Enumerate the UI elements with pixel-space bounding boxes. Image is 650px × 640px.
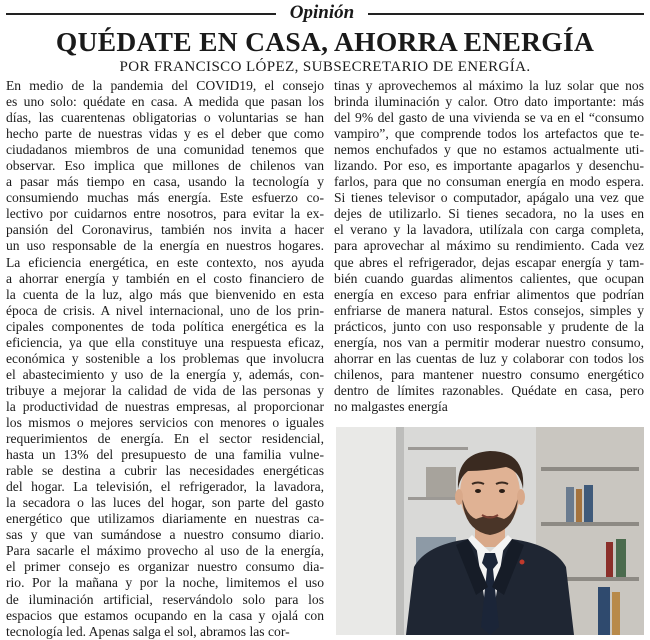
right-column-line: el verano y la lavadora, utilízala con carga completa,	[334, 222, 644, 238]
left-column-line: es uno solo: quédate en casa. A medida que pasan los	[6, 94, 324, 110]
left-column-line: la secadora o las luces del hogar, son parte del gasto	[6, 495, 324, 511]
left-column-line: días, las cuarentenas obligatorias o voluntarias se han	[6, 110, 324, 126]
left-column-line: a ahorrar energía y también en el costo financiero de	[6, 270, 324, 286]
header-rule-right	[368, 13, 644, 15]
left-column-line: del hogar. La televisión, el refrigerador, la lavadora,	[6, 479, 324, 495]
author-photo-illustration	[336, 427, 644, 635]
left-column-line: pansión del Coronavirus, también nos invita a hacer	[6, 222, 324, 238]
article-column-left	[6, 78, 324, 640]
section-label: Opinión	[289, 2, 355, 23]
right-column-line: que abres el refrigerador, dejas escapar energía y tam-	[334, 254, 644, 270]
right-column-line: no malgastes energía	[334, 398, 448, 414]
right-column-line: tinas y aprovechemos al máximo la luz solar que nos	[334, 78, 644, 93]
left-column-line: rio. Por la mañana y por la noche, limitemos el uso	[6, 575, 324, 591]
right-column-line: farlos, para que no consuman energía en modo espera.	[334, 174, 644, 190]
left-column-line: eficiencia, ya que ella constituye una respuesta eficaz,	[6, 334, 324, 350]
section-header	[0, 0, 650, 26]
article-headline: QUÉDATE EN CASA, AHORRA ENERGÍA	[55, 26, 595, 57]
right-column-line: enfriarse de manera natural. Estos consejos, simples y	[334, 302, 644, 318]
left-column-line: requerimientos de energía. En el sector residencial,	[6, 431, 324, 447]
left-column-line: espacios que estamos ocupando en la casa y ojalá con	[6, 607, 324, 623]
left-column-line: ciudadanos miembros de una comunidad tenemos que	[6, 142, 324, 158]
header-rule-left	[6, 13, 276, 15]
left-column-line: la productividad de nuestras empresas, al proporcionar	[6, 398, 324, 414]
left-column-line: de iluminación artificial, reservándolo solo para los	[6, 591, 324, 607]
left-column-line: energético que utilizamos diariamente en nuestras ca-	[6, 511, 324, 527]
left-column-line: los mismos o mejores servicios con menores o iguales	[6, 414, 324, 430]
right-column-line: nemos enchufados y que no estamos actualmente uti-	[334, 142, 644, 158]
right-column-line: dejes de utilizarlo. Si tienes secadora, no la uses en	[334, 206, 644, 222]
left-column-line: rable se destina a cubrir las necesidades energéticas	[6, 463, 324, 479]
left-column-line: época de crisis. A nivel internacional, uno de los prin-	[6, 302, 324, 318]
left-column-line: Para sacarle el máximo provecho al uso de la energía,	[6, 543, 324, 559]
left-column-line: el abastecimiento y uso de la energía y, además, con-	[6, 366, 324, 382]
right-column-line: Si tienes televisor o computador, apágalo una vez que	[334, 190, 644, 206]
left-column-line: la cuenta de la luz, algo más que bienvenido en esta	[6, 286, 324, 302]
left-column-line: tribuye a mejorar la calidad de vida de las personas y	[6, 382, 324, 398]
right-column-line: lizando. Por eso, es importante apagarlos y desenchu-	[334, 158, 644, 174]
left-column-line: el primer consejo es organizar nuestro consumo dia-	[6, 559, 324, 575]
right-column-line: brinda iluminación y calor. Otro dato importante: más	[334, 94, 644, 110]
article-column-right	[334, 78, 644, 415]
right-column-line: ahorrar en las cuentas de luz y colaborar con todos los	[334, 350, 644, 366]
left-column-line: En medio de la pandemia del COVID19, el consejo	[6, 78, 324, 93]
left-column-line: consumiendo muchas más energía. Este esfuerzo co-	[6, 190, 324, 206]
left-column-line: observar. Eso implica que millones de chilenos van	[6, 158, 324, 174]
left-column-line: hecho parte de nuestras vidas y es el deber que como	[6, 126, 324, 142]
left-column-line: hasta un 13% del presupuesto de una familia vulne-	[6, 447, 324, 463]
right-column-line: energía, nos van a permitir moderar nuestro consumo,	[334, 334, 644, 350]
right-column-line: prácticos, junto con uso responsable y prudente de la	[334, 318, 644, 334]
right-column-line: chilenos, para mantener nuestro consumo energético	[334, 366, 644, 382]
left-column-line: lectivo por cuidarnos entre nosotros, para evitar la ex-	[6, 206, 324, 222]
left-column-line: tecnología led. Apenas salga el sol, abramos las cor-	[6, 623, 290, 639]
left-column-line: La eficiencia energética, en este contexto, nos ayuda	[6, 254, 324, 270]
right-column-line: energía en exceso para enfriar alimentos que podrían	[334, 286, 644, 302]
right-column-line: vampiro”, que comprende todos los artefactos que te-	[334, 126, 644, 142]
article-byline: POR FRANCISCO LÓPEZ, SUBSECRETARIO DE ENERGÍA.	[119, 59, 531, 75]
left-column-line: a pasar más tiempo en casa, usando la tecnología y	[6, 174, 324, 190]
right-column-line: del 9% del gasto de una vivienda se va en el “consumo	[334, 110, 644, 126]
left-column-line: cipales componentes de toda política energética es la	[6, 318, 324, 334]
left-column-line: económica y sostenible a los problemas que involucra	[6, 350, 324, 366]
right-column-line: dentro de límites razonables. Quédate en casa, pero	[334, 382, 644, 398]
right-column-line: bién cuando guardas alimentos calientes, que ocupan	[334, 270, 644, 286]
right-column-line: para aprovechar al máximo su rendimiento. Cada vez	[334, 238, 644, 254]
author-photo	[336, 427, 644, 635]
left-column-line: un uso responsable de la energía en nuestros hogares.	[6, 238, 324, 254]
left-column-line: sas y que van sumándose a nuestro consumo diario.	[6, 527, 324, 543]
